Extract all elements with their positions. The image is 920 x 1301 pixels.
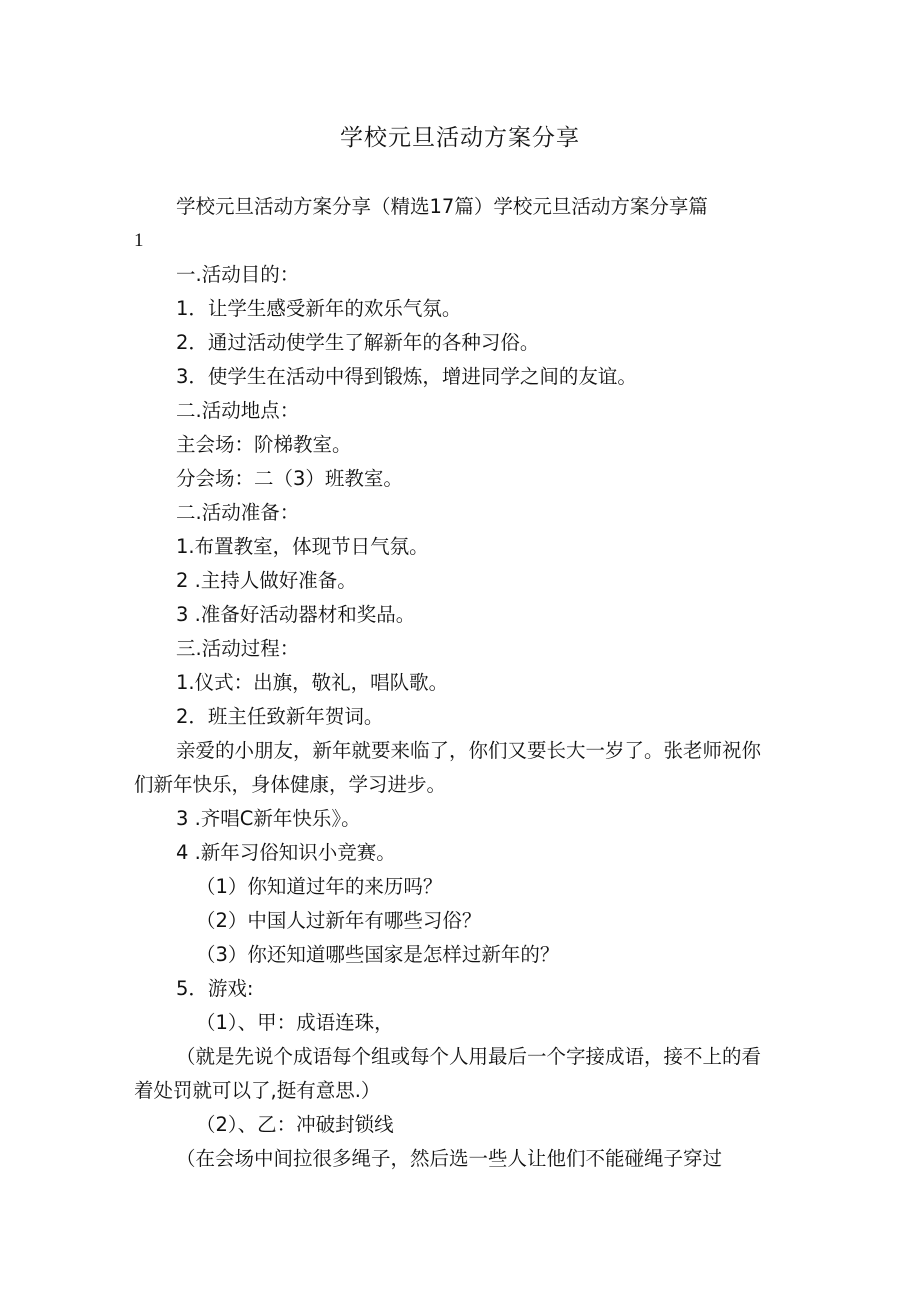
list-item: 2．通过活动使学生了解新年的各种习俗。 — [176, 331, 540, 354]
list-item: 2．班主任致新年贺词。 — [176, 705, 384, 728]
list-item: 分会场：二（3）班教室。 — [176, 467, 403, 490]
list-item: 2 .主持人做好准备。 — [176, 569, 357, 592]
list-item: 3．使学生在活动中得到锻炼，增进同学之间的友谊。 — [176, 365, 637, 388]
section-heading: 一.活动目的： — [176, 263, 300, 286]
intro-number: 1 — [134, 230, 144, 251]
intro-text: 学校元旦活动方案分享（精选17篇）学校元旦活动方案分享篇 — [176, 195, 708, 218]
list-item: 1.仪式：出旗，敬礼，唱队歌。 — [176, 671, 449, 694]
list-item: 3 .准备好活动器材和奖品。 — [176, 603, 416, 626]
list-item: 4 .新年习俗知识小竞赛。 — [176, 841, 396, 864]
sub-list-item: （2）中国人过新年有哪些习俗？ — [196, 909, 482, 932]
list-item: 主会场：阶梯教室。 — [176, 433, 352, 456]
list-item: 5．游戏: — [176, 977, 254, 1000]
sub-list-item: （1）你知道过年的来历吗？ — [196, 875, 443, 898]
sub-list-item: （2）、乙：冲破封锁线 — [196, 1113, 394, 1136]
paragraph-line: 亲爱的小朋友，新年就要来临了，你们又要长大一岁了。张老师祝你 — [176, 739, 762, 762]
list-item: 3 .齐唱C新年快乐》。 — [176, 807, 361, 830]
paragraph-line: 着处罚就可以了,挺有意思.） — [134, 1079, 381, 1102]
section-heading: 三.活动过程： — [176, 637, 300, 660]
document-title: 学校元旦活动方案分享 — [340, 125, 580, 151]
section-heading: 二.活动准备： — [176, 501, 300, 524]
list-item: 1.布置教室，体现节日气氛。 — [176, 535, 429, 558]
section-heading: 二.活动地点： — [176, 399, 300, 422]
sub-list-item: （3）你还知道哪些国家是怎样过新年的？ — [196, 943, 560, 966]
paragraph-line: 们新年快乐，身体健康，学习进步。 — [134, 773, 447, 796]
paragraph-line: （在会场中间拉很多绳子，然后选一些人让他们不能碰绳子穿过 — [176, 1147, 723, 1170]
list-item: 1．让学生感受新年的欢乐气氛。 — [176, 297, 462, 320]
sub-list-item: （1）、甲：成语连珠， — [196, 1011, 394, 1034]
paragraph-line: （就是先说个成语每个组或每个人用最后一个字接成语，接不上的看 — [176, 1045, 762, 1068]
